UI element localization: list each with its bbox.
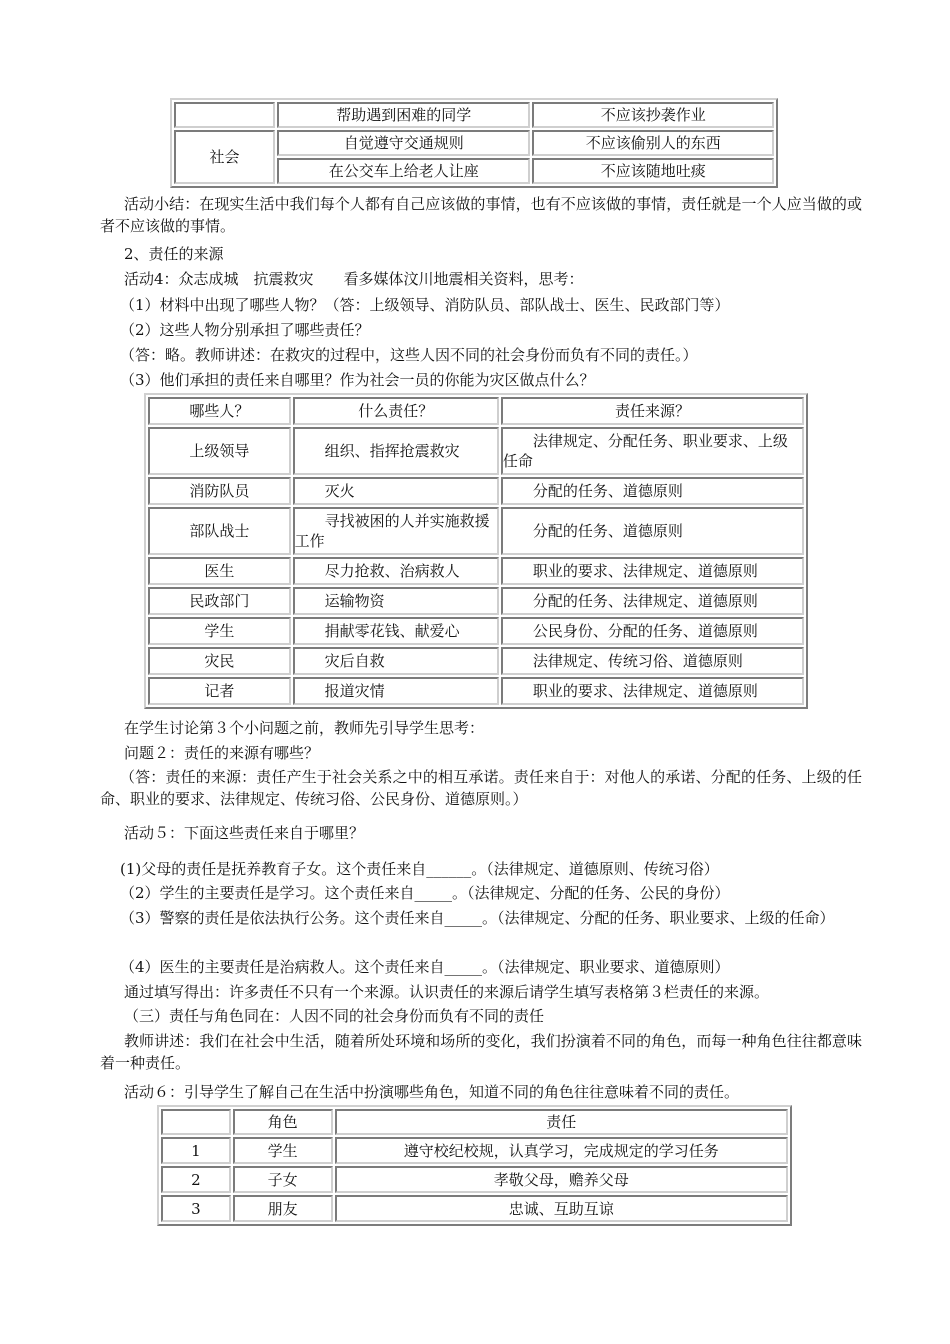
table-cell: 子女 <box>233 1166 333 1193</box>
table-cell: 运输物资 <box>293 587 499 615</box>
table-cell: 不应该随地吐痰 <box>532 158 774 184</box>
column-header: 什么责任？ <box>293 397 499 425</box>
table-cell: 民政部门 <box>148 587 291 615</box>
table-row <box>161 1137 788 1164</box>
table-cell: 朋友 <box>233 1195 333 1222</box>
table-header-row <box>161 1109 788 1135</box>
table-cell: 职业的要求、法律规定、道德原则 <box>501 677 804 705</box>
fill-item-4: （4）医生的主要责任是治病救人。这个责任来自_____。（法律规定、职业要求、道德原则） <box>120 958 730 976</box>
table-cell: 报道灾情 <box>293 677 499 705</box>
table-row <box>148 617 804 645</box>
table-cell: 学生 <box>148 617 291 645</box>
table-cell: 职业的要求、法律规定、道德原则 <box>501 557 804 585</box>
column-header <box>161 1109 231 1135</box>
should-table <box>170 98 778 188</box>
table-cell: 帮助遇到困难的同学 <box>277 102 530 128</box>
table-cell: 忠诚、互助互谅 <box>335 1195 789 1222</box>
table-cell: 消防队员 <box>148 477 291 505</box>
role-table <box>157 1105 792 1226</box>
table-cell: 不应该偷别人的东西 <box>532 130 774 156</box>
table-cell: 分配的任务、道德原则 <box>501 507 804 555</box>
table-row <box>148 557 804 585</box>
table-cell: 部队战士 <box>148 507 291 555</box>
section-3-heading: （三）责任与角色同在：人因不同的社会身份而负有不同的责任 <box>124 1007 545 1025</box>
guide-paragraph: 在学生讨论第３个小问题之前，教师先引导学生思考： <box>124 719 485 737</box>
table-cell: 1 <box>161 1137 231 1164</box>
table-cell: 2 <box>161 1166 231 1193</box>
table-cell: 在公交车上给老人让座 <box>277 158 530 184</box>
responsibility-table <box>144 393 808 709</box>
question-3: （3）他们承担的责任来自哪里？作为社会一员的你能为灾区做点什么？ <box>120 371 595 389</box>
table-row <box>148 677 804 705</box>
question-2-answer-block: （答：责任的来源：责任产生于社会关系之中的相互承诺。责任来自于：对他人的承诺、分配的任务、上级的任命、职业的要求、法律规定、传统习俗、公民身份、道德原则。） <box>100 768 862 808</box>
table-cell: 不应该抄袭作业 <box>532 102 774 128</box>
activity-4: 活动4：众志成城 抗震救灾 看多媒体汶川地震相关资料，思考： <box>124 270 584 288</box>
table-row <box>148 427 804 475</box>
table-row <box>174 102 774 128</box>
table-cell: 分配的任务、法律规定、道德原则 <box>501 587 804 615</box>
section-heading: 2、责任的来源 <box>124 245 224 263</box>
table-cell: 公民身份、分配的任务、道德原则 <box>501 617 804 645</box>
column-header: 责任来源？ <box>501 397 804 425</box>
table-cell: 记者 <box>148 677 291 705</box>
table-row <box>148 477 804 505</box>
table-cell: 学生 <box>233 1137 333 1164</box>
table-cell: 法律规定、分配任务、职业要求、上级任命 <box>501 427 804 475</box>
column-header: 责任 <box>335 1109 789 1135</box>
table-cell: 社会 <box>174 130 275 184</box>
table-cell: 组织、指挥抢震救灾 <box>293 427 499 475</box>
table-cell: 灾民 <box>148 647 291 675</box>
table-cell: 捐献零花钱、献爱心 <box>293 617 499 645</box>
table-cell: 上级领导 <box>148 427 291 475</box>
column-header: 角色 <box>233 1109 333 1135</box>
fill-item-3: （3）警察的责任是依法执行公务。这个责任来自_____。（法律规定、分配的任务、职业要求、上级的任命） <box>120 909 835 927</box>
table-cell <box>174 102 275 128</box>
table-cell: 分配的任务、道德原则 <box>501 477 804 505</box>
question-2: （2）这些人物分别承担了哪些责任？ <box>120 321 370 339</box>
table-row <box>148 647 804 675</box>
table-cell: 尽力抢救、治病救人 <box>293 557 499 585</box>
table-row <box>148 507 804 555</box>
table-row <box>148 587 804 615</box>
activity-6: 活动６：引导学生了解自己在生活中扮演哪些角色，知道不同的角色往往意味着不同的责任。 <box>124 1083 740 1101</box>
table-cell: 3 <box>161 1195 231 1222</box>
table-cell: 灭火 <box>293 477 499 505</box>
table-cell: 法律规定、传统习俗、道德原则 <box>501 647 804 675</box>
conclusion-paragraph: 通过填写得出：许多责任不只有一个来源。认识责任的来源后请学生填写表格第３栏责任的来源。 <box>124 983 770 1001</box>
table-cell: 自觉遵守交通规则 <box>277 130 530 156</box>
table-cell: 遵守校纪校规，认真学习，完成规定的学习任务 <box>335 1137 789 1164</box>
column-header: 哪些人？ <box>148 397 291 425</box>
question-2-answer: （答：略。教师讲述：在救灾的过程中，这些人因不同的社会身份而负有不同的责任。） <box>120 346 698 364</box>
table-cell: 医生 <box>148 557 291 585</box>
fill-item-1: (1)父母的责任是抚养教育子女。这个责任来自______。（法律规定、道德原则、传统习俗） <box>120 860 719 878</box>
table-header-row <box>148 397 804 425</box>
table-row <box>161 1195 788 1222</box>
question-1: （1）材料中出现了哪些人物？（答：上级领导、消防队员、部队战士、医生、民政部门等） <box>120 296 730 314</box>
table-row <box>174 130 774 156</box>
activity-5: 活动５：下面这些责任来自于哪里？ <box>124 824 365 842</box>
table-cell: 孝敬父母，赡养父母 <box>335 1166 789 1193</box>
table-cell: 寻找被困的人并实施救援工作 <box>293 507 499 555</box>
summary-paragraph: 活动小结：在现实生活中我们每个人都有自己应该做的事情，也有不应该做的事情，责任就是一个人应当做的或者不应该做的事情。 <box>100 195 862 235</box>
question-2-heading: 问题２：责任的来源有哪些？ <box>124 744 320 762</box>
table-cell: 灾后自救 <box>293 647 499 675</box>
table-row <box>161 1166 788 1193</box>
fill-item-2: （2）学生的主要责任是学习。这个责任来自_____。（法律规定、分配的任务、公民的身份） <box>120 884 730 902</box>
teacher-paragraph: 教师讲述：我们在社会中生活，随着所处环境和场所的变化，我们扮演着不同的角色，而每一种角色往往都意味着一种责任。 <box>100 1032 862 1072</box>
